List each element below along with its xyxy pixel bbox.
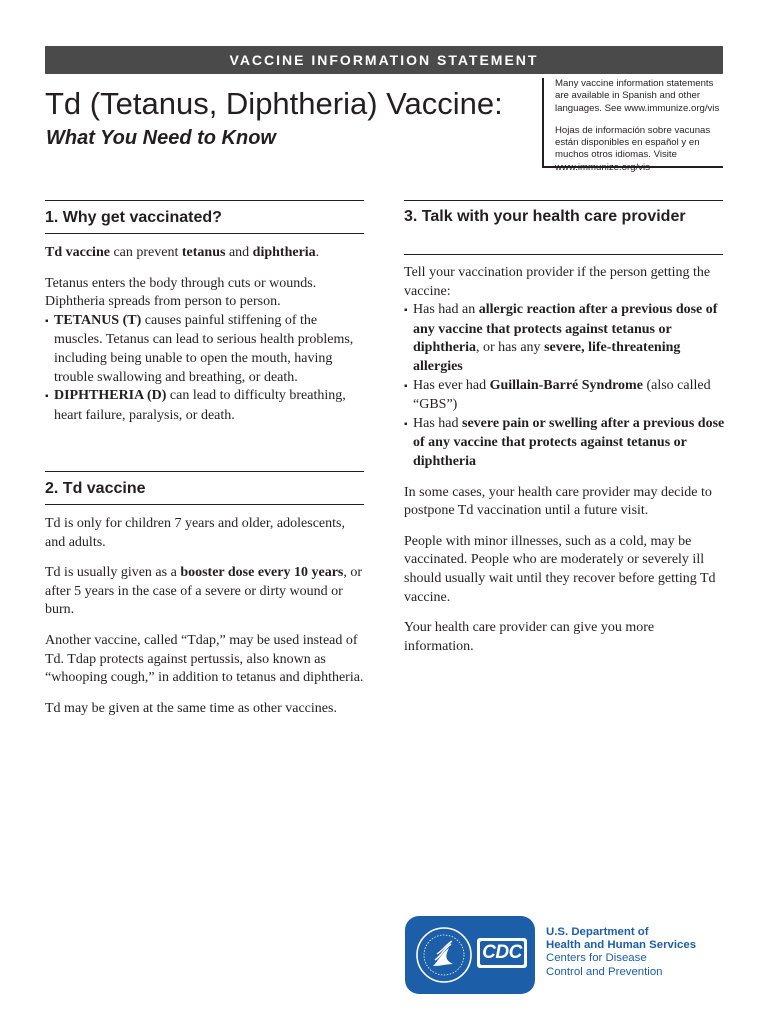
section-3-p2: People with minor illnesses, such as a cold, may be vaccinated. People who are moderately or severely ill should usually wait until they recover before getting Td vaccine.	[404, 533, 716, 605]
section-3-list	[404, 301, 725, 471]
page-title: Td (Tetanus, Diphtheria) Vaccine:	[45, 86, 503, 121]
notice-spanish: Hojas de información sobre vacunas están disponibles en español y en muchos otros idiomas. Visite www.immunize.org/vis	[555, 124, 711, 173]
section-2-p4: Td may be given at the same time as other vaccines.	[45, 700, 337, 716]
hhs-cdc-logo	[405, 916, 535, 994]
section-1-list	[45, 312, 366, 426]
section-2-body	[45, 515, 366, 730]
section-2-p2: Td is usually given as a booster dose every 10 years, or after 5 years in the case of a severe or dirty wound or burn.	[45, 565, 363, 618]
notice-english: Many vaccine information statements are available in Spanish and other languages. See www.immunize.org/vis	[555, 78, 720, 114]
language-notice	[542, 78, 723, 173]
section-3-body	[404, 264, 725, 668]
hhs-seal-icon	[415, 926, 473, 984]
cdc-logo-icon: CDC	[477, 938, 527, 968]
hhs-line-1: U.S. Department of	[546, 926, 649, 938]
gbs-bullet: ▪ Has ever had Guillain-Barré Syndrome (also called “GBS”)	[404, 377, 725, 415]
section-1-body	[45, 244, 366, 437]
section-2-p1: Td is only for children 7 years and older, adolescents, and adults.	[45, 516, 345, 550]
section-2-p3: Another vaccine, called “Tdap,” may be used instead of Td. Tdap protects against pertussis, also known as “whooping cough,” in addition to tetanus and diphtheria.	[45, 632, 364, 686]
hhs-cdc-attribution	[546, 926, 696, 979]
section-2-heading: 2. Td vaccine	[45, 471, 364, 505]
hhs-line-2: Health and Human Services	[546, 939, 697, 952]
vis-banner: VACCINE INFORMATION STATEMENT	[45, 46, 723, 74]
allergy-bullet: ▪ Has had an allergic reaction after a previous dose of any vaccine that protects against tetanus or diphtheria, or has any severe, life-threatening allergies	[404, 301, 725, 376]
section-3-p1: In some cases, your health care provider may decide to postpone Td vaccination until a future visit.	[404, 484, 712, 519]
section-1-spread-text: Tetanus enters the body through cuts or wounds. Diphtheria spreads from person to person.	[45, 275, 317, 310]
tetanus-bullet: ▪ TETANUS (T) causes painful stiffening of the muscles. Tetanus can lead to serious health problems, including being unable to open the mouth, having trouble swallowing and breathing, or death.	[45, 312, 366, 387]
section-3-heading: 3. Talk with your health care provider	[404, 200, 723, 255]
section-3-intro: Tell your vaccination provider if the person getting the vaccine:	[404, 265, 711, 299]
diphtheria-bullet: ▪ DIPHTHERIA (D) can lead to difficulty breathing, heart failure, paralysis, or death.	[45, 387, 366, 425]
section-3-p3: Your health care provider can give you more information.	[404, 620, 655, 654]
section-1-heading: 1. Why get vaccinated?	[45, 200, 364, 234]
page-subtitle: What You Need to Know	[46, 127, 276, 149]
section-1-intro: Td vaccine can prevent tetanus and diphtheria.	[45, 245, 320, 260]
cdc-line-2: Control and Prevention	[546, 965, 663, 978]
cdc-line-1: Centers for Disease	[546, 952, 647, 965]
pain-swelling-bullet: ▪ Has had severe pain or swelling after a previous dose of any vaccine that protects against tetanus or diphtheria	[404, 415, 725, 472]
